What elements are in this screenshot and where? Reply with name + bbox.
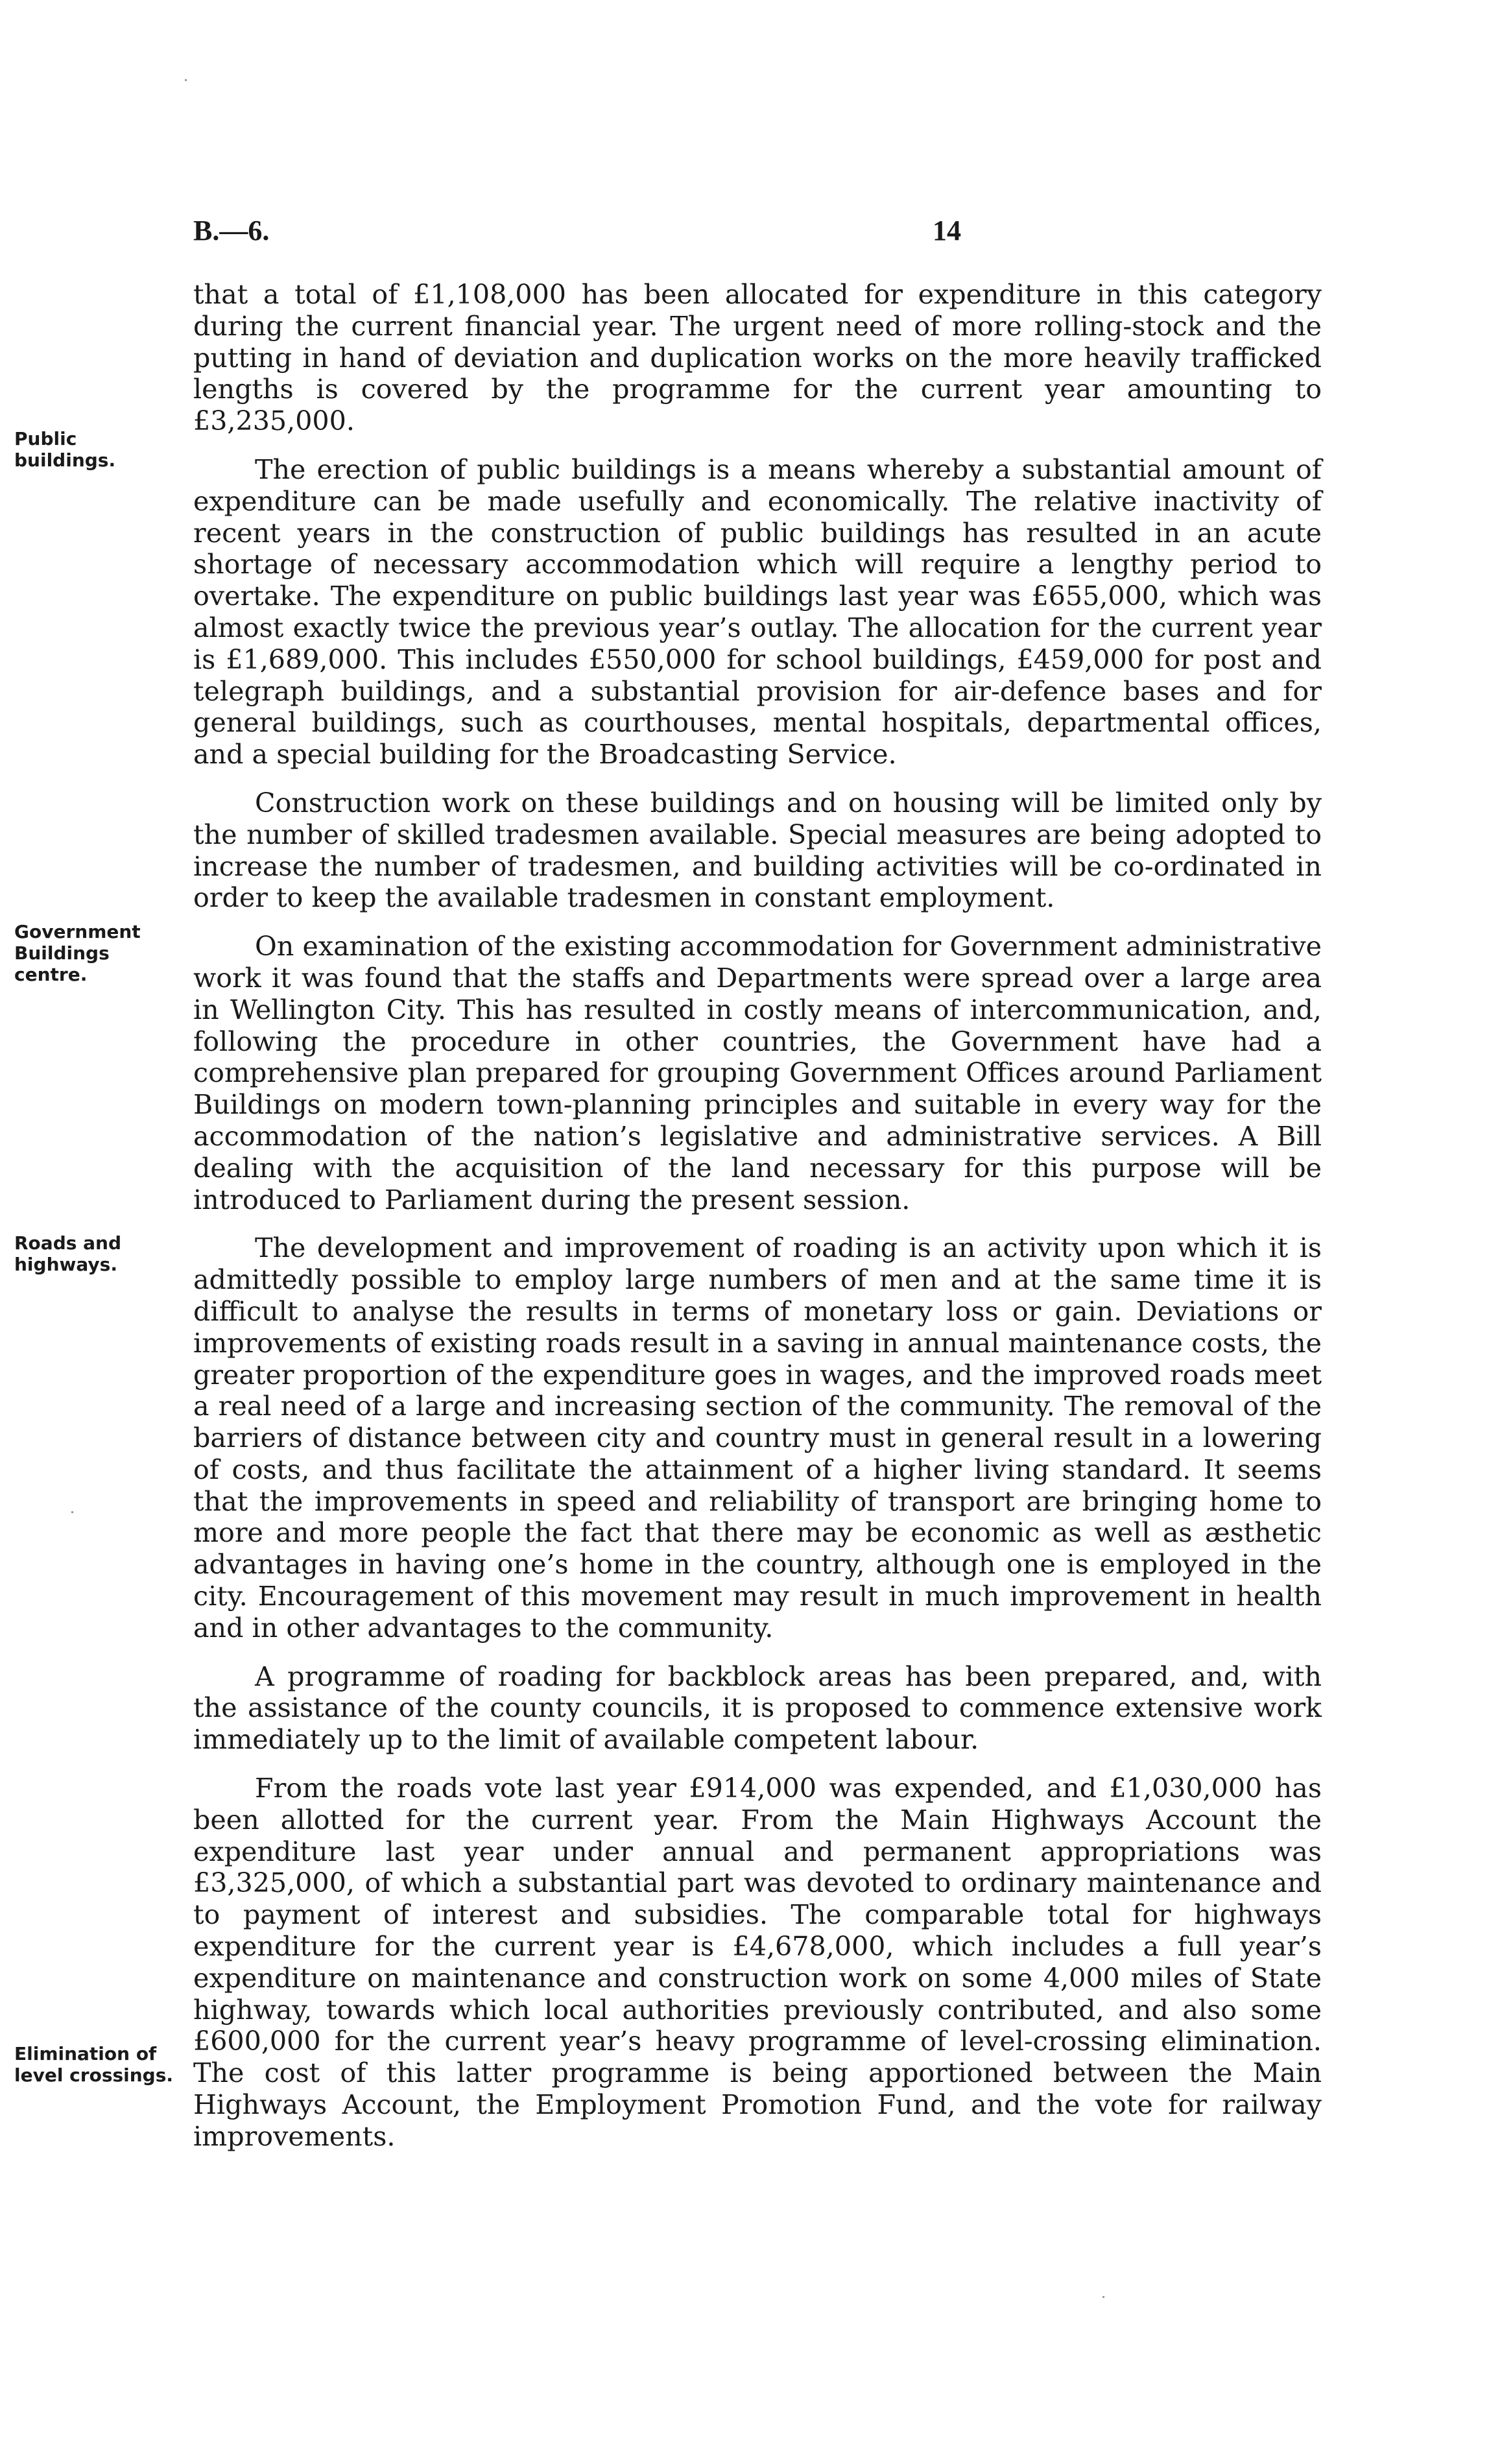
page-header <box>193 214 1322 259</box>
paragraph-government-buildings: On examination of the existing accommodation for Government administrative work it was found that the staffs and Departments were spread over a large area in Wellington City. This has resulted in costly means of intercommunication, and, following the procedure in other countries, the Government have had a comprehensive plan prepared for grouping Government Offices around Parliament Buildings on modern town-planning principles and suitable in every way for the accommodation of the nation’s legislative and administrative services. A Bill dealing with the acquisition of the land necessary for this purpose will be introduced to Parliament during the present session. <box>193 931 1322 1215</box>
document-code: B.—6. <box>193 215 270 246</box>
paragraph-roads-vote: From the roads vote last year £914,000 was expended, and £1,030,000 has been allotted for the current year. From the Main Highways Account the expenditure last year under annual and permanent appropriations was £3,325,000, of which a substantial part was devoted to ordinary maintenance and to payment of interest and subsidies. The comparable total for highways expenditure for the current year is £4,678,000, which includes a full year’s expenditure on maintenance and construction work on some 4,000 miles of State highway, towards which local authorities previously contributed, and also some £600,000 for the current year’s heavy programme of level-crossing elimination. The cost of this latter programme is being apportioned between the Main Highways Account, the Employment Promotion Fund, and the vote for railway improvements. <box>193 1773 1322 2152</box>
body-text <box>193 279 1322 2170</box>
marginal-note-government-buildings-centre: Government Buildings centre. <box>14 921 141 985</box>
scan-speck <box>185 79 187 81</box>
marginal-note-elimination-level-crossings: Elimination of level crossings. <box>14 2043 174 2086</box>
paragraph-roading-development: The development and improvement of roading is an activity upon which it is admittedly possible to employ large numbers of men and at the same time it is difficult to analyse the results in terms of monetary loss or gain. Deviations or improvements of existing roads result in a saving in annual maintenance costs, the greater proportion of the expenditure goes in wages, and the improved roads meet a real need of a large and increasing section of the community. The removal of the barriers of distance between city and country must in general result in a lowering of costs, and thus facilitate the attainment of a higher living standard. It seems that the improvements in speed and reliability of transport are bringing home to more and more people the fact that there may be economic as well as æsthetic advantages in having one’s home in the country, although one is employed in the city. Encouragement of this movement may result in much improvement in health and in other advantages to the community. <box>193 1232 1322 1644</box>
scan-speck <box>71 1511 73 1513</box>
paragraph-continuation: that a total of £1,108,000 has been allocated for expenditure in this category during the current financial year. The urgent need of more rolling-stock and the putting in hand of deviation and duplication works on the more heavily trafficked lengths is covered by the programme for the current year amounting to £3,235,000. <box>193 279 1322 437</box>
marginal-note-public-buildings: Public buildings. <box>14 428 116 471</box>
marginal-note-roads-and-highways: Roads and highways. <box>14 1232 122 1275</box>
paragraph-public-buildings: The erection of public buildings is a means whereby a substantial amount of expenditure can be made usefully and economically. The relative inactivity of recent years in the construction of public buildings has resulted in an acute shortage of necessary accommodation which will require a lengthy period to overtake. The expenditure on public buildings last year was £655,000, which was almost exactly twice the previous year’s outlay. The allocation for the current year is £1,689,000. This includes £550,000 for school buildings, £459,000 for post and telegraph buildings, and a substantial provision for air-defence bases and for general buildings, such as courthouses, mental hospitals, departmental offices, and a special building for the Broadcasting Service. <box>193 453 1322 771</box>
page-number: 14 <box>933 215 961 246</box>
scan-speck <box>1102 2296 1104 2298</box>
paragraph-construction-work: Construction work on these buildings and on housing will be limited only by the number of skilled tradesmen available. Special measures are being adopted to increase the number of tradesmen, and building activities will be co-ordinated in order to keep the available tradesmen in constant employment. <box>193 787 1322 914</box>
paragraph-backblock-roading: A programme of roading for backblock areas has been prepared, and, with the assistance of the county councils, it is proposed to commence extensive work immediately up to the limit of available competent labour. <box>193 1660 1322 1756</box>
